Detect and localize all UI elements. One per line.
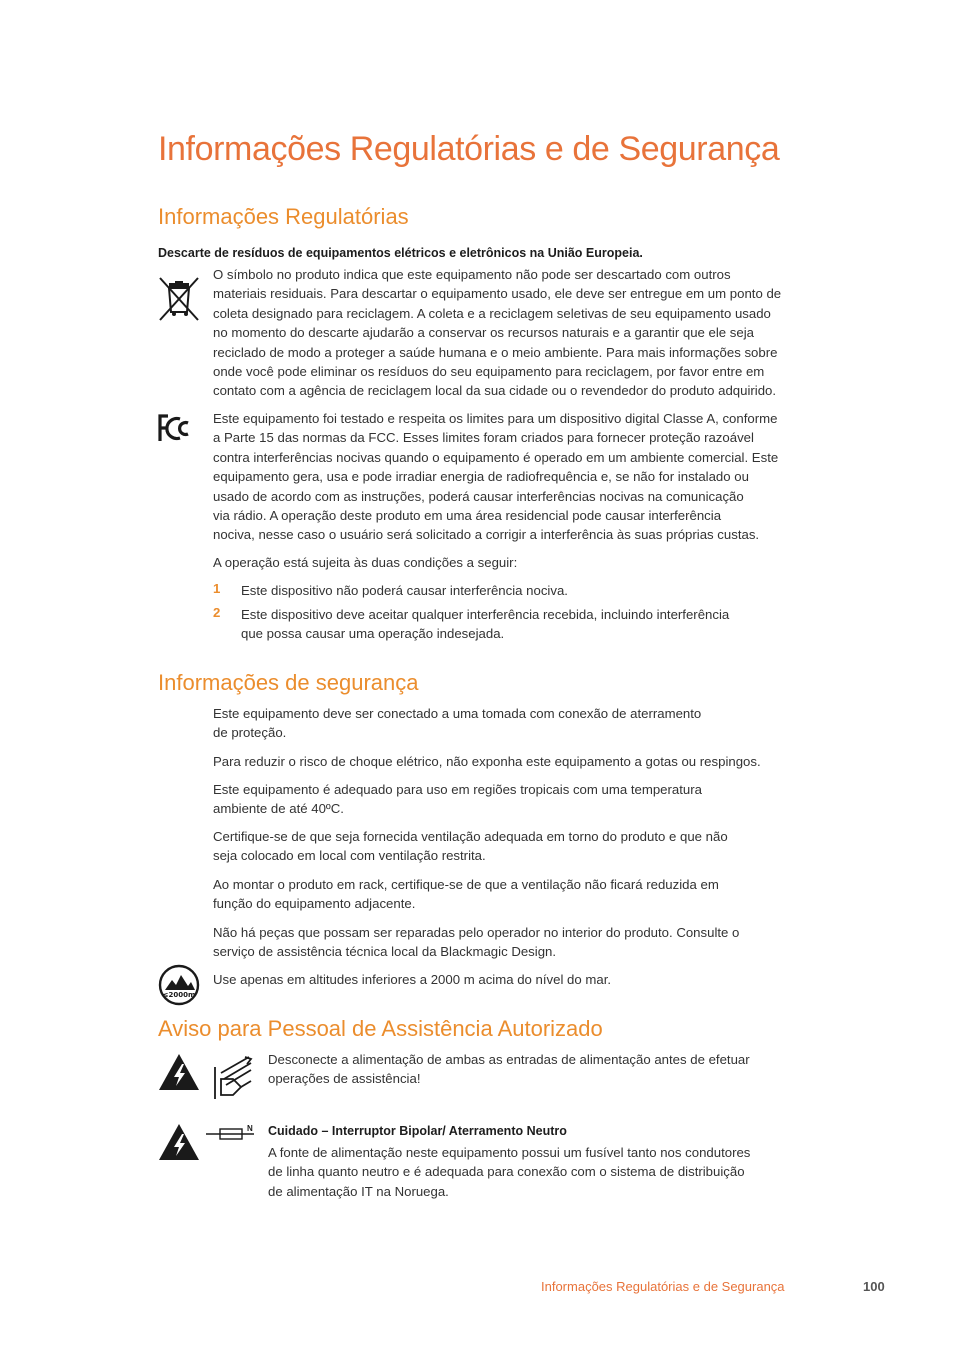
- safety-paragraph: [213, 827, 728, 866]
- text-line: reciclado de modo a proteger a saúde humana e o meio ambiente. Para mais informações sobre: [213, 344, 778, 360]
- altitude-icon-label: ≤2000m: [162, 991, 196, 999]
- text-line: de alimentação IT na Noruega.: [268, 1183, 449, 1199]
- text-line: Não há peças que possam ser reparadas pelo operador no interior do produto. Consulte o: [213, 925, 740, 940]
- text-line: Este equipamento deve ser conectado a uma tomada com conexão de aterramento: [213, 706, 702, 721]
- text-line: função do equipamento adjacente.: [213, 896, 416, 912]
- page-title: Informações Regulatórias e de Segurança: [158, 130, 780, 168]
- text-line: seja colocado em local com ventilação restrita.: [213, 848, 486, 864]
- text-line: nociva, nesse caso o usuário será solicitado a corrigir a interferência às suas próprias custas.: [213, 527, 760, 543]
- safety-paragraph: [213, 875, 719, 914]
- list-item: [241, 605, 729, 644]
- altitude-text: Use apenas em altitudes inferiores a 2000 m acima do nível do mar.: [213, 972, 612, 987]
- disconnect-power-icon: [211, 1053, 255, 1103]
- list-number: 2: [213, 605, 221, 620]
- safety-heading: Informações de segurança: [158, 670, 419, 695]
- text-line: Certifique-se de que seja fornecida ventilação adequada em torno do produto e que não: [213, 829, 728, 844]
- text-line: Este dispositivo deve aceitar qualquer interferência recebida, incluindo interferência: [241, 607, 730, 622]
- page-number: 100: [863, 1279, 885, 1294]
- caution-text: [268, 1143, 750, 1201]
- fuse-label: N: [247, 1124, 253, 1133]
- caution-title: Cuidado – Interruptor Bipolar/ Aterramento Neutro: [268, 1124, 567, 1138]
- high-voltage-warning-icon: [158, 1053, 200, 1091]
- text-line: que possa causar uma operação indesejada.: [241, 626, 505, 642]
- high-voltage-warning-icon: [158, 1123, 200, 1161]
- text-line: operações de assistência!: [268, 1071, 421, 1087]
- fcc-text: [213, 409, 803, 545]
- text-line: coleta designado para reciclagem. A coleta e a reciclagem seletivas de seu equipamento usado: [213, 305, 771, 321]
- fuse-icon: [206, 1122, 256, 1144]
- text-line: Desconecte a alimentação de ambas as entradas de alimentação antes de efetuar: [268, 1052, 750, 1067]
- footer-section-title: Informações Regulatórias e de Segurança: [541, 1279, 785, 1294]
- text-line: no momento do descarte ajudarão a conservar os recursos naturais e a garantir que ele seja: [213, 325, 754, 341]
- text-line: ambiente de até 40ºC.: [213, 801, 344, 817]
- text-line: serviço de assistência técnica local da Blackmagic Design.: [213, 944, 557, 960]
- regulatory-heading: Informações Regulatórias: [158, 204, 409, 229]
- text-line: usado de acordo com as instruções, poderá causar interferências nocivas na comunicação: [213, 488, 744, 504]
- safety-paragraph: [213, 704, 701, 743]
- safety-paragraph: [213, 752, 761, 771]
- safety-paragraph: [213, 780, 702, 819]
- text-line: Para reduzir o risco de choque elétrico, não exponha este equipamento a gotas ou respingos.: [213, 754, 761, 769]
- text-line: A fonte de alimentação neste equipamento possui um fusível tanto nos condutores: [268, 1145, 751, 1160]
- text-line: contra interferências nocivas quando o equipamento é operado em um ambiente comercial. Este: [213, 449, 779, 465]
- text-line: a Parte 15 das normas da FCC. Esses limites foram criados para fornecer proteção razoável: [213, 430, 754, 446]
- altitude-icon: [158, 964, 200, 1006]
- weee-text: [213, 265, 803, 401]
- text-line: contato com a agência de reciclagem local da sua cidade ou o revendedor do produto adquirido.: [213, 383, 777, 399]
- text-line: Este equipamento foi testado e respeita os limites para um dispositivo digital Classe A, conforme: [213, 411, 778, 426]
- text-line: Este dispositivo não poderá causar interferência nociva.: [241, 583, 568, 598]
- fcc-logo-icon: [158, 413, 194, 443]
- list-number: 1: [213, 581, 221, 596]
- text-line: O símbolo no produto indica que este equipamento não pode ser descartado com outros: [213, 267, 731, 282]
- text-line: de proteção.: [213, 725, 287, 741]
- conditions-intro: A operação está sujeita às duas condições a seguir:: [213, 555, 518, 570]
- text-line: via rádio. A operação deste produto em uma área residencial pode causar interferência: [213, 508, 722, 524]
- disconnect-text: [268, 1050, 750, 1089]
- text-line: Este equipamento é adequado para uso em regiões tropicais com uma temperatura: [213, 782, 702, 797]
- safety-paragraph: [213, 923, 739, 962]
- list-item: [241, 581, 568, 600]
- service-heading: Aviso para Pessoal de Assistência Autorizado: [158, 1016, 603, 1041]
- text-line: de linha quanto neutro e é adequada para conexão com o sistema de distribuição: [268, 1164, 745, 1180]
- weee-title: Descarte de resíduos de equipamentos elétricos e eletrônicos na União Europeia.: [158, 246, 643, 260]
- text-line: onde você pode eliminar os resíduos do seu equipamento para reciclagem, por favor entre em: [213, 364, 765, 380]
- weee-bin-icon: [158, 276, 200, 322]
- text-line: Ao montar o produto em rack, certifique-se de que a ventilação não ficará reduzida em: [213, 877, 719, 892]
- text-line: materiais residuais. Para descartar o equipamento usado, ele deve ser entregue em um ponto de: [213, 286, 782, 302]
- text-line: equipamento gera, usa e pode irradiar energia de radiofrequência e, se não for instalado ou: [213, 469, 749, 485]
